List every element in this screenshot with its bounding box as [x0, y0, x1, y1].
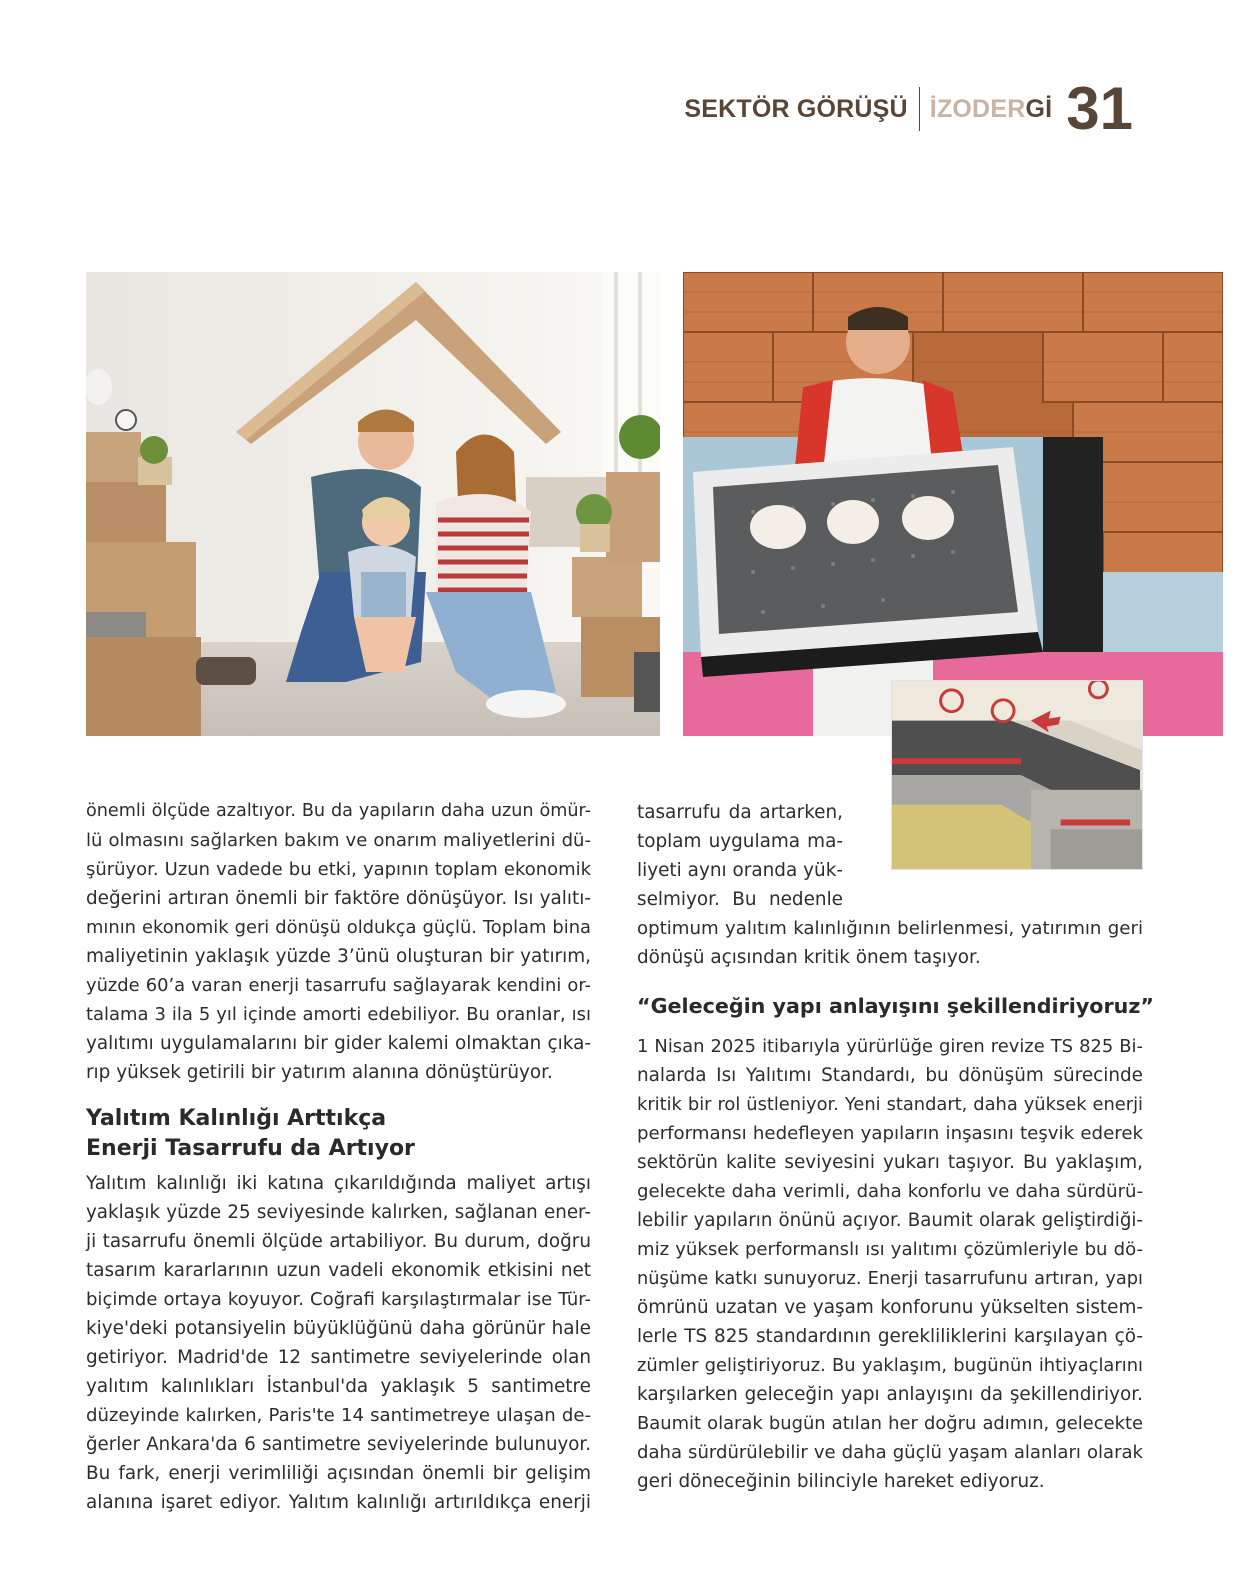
text-line: ğerler Ankara'da 6 santimetre seviyelerinde bulunuyor.	[86, 1434, 591, 1455]
left-column-paragraph-2	[86, 1169, 591, 1517]
heading-line: Enerji Tasarrufu da Artıyor	[86, 1136, 415, 1161]
text-line: lerle TS 825 standardının gerekliliklerini karşılayan çö-	[637, 1326, 1143, 1347]
text-line: tasarrufu da artarken,	[637, 802, 843, 823]
right-column-paragraph-1-narrow	[637, 798, 843, 914]
section-label: SEKTÖR GÖRÜŞÜ	[684, 94, 908, 123]
text-line: geri döneceğinin bilinciyle hareket ediyoruz.	[637, 1471, 1045, 1492]
magazine-name	[930, 95, 1052, 124]
text-line: yalıtımı uygulamalarını bir gider kalemi olmaktan çıka-	[86, 1033, 591, 1054]
text-line: daha sürdürülebilir ve daha güçlü yaşam alanları olarak	[637, 1442, 1143, 1463]
text-line: karşılarken geleceğin yapı anlayışını da şekillendiriyor.	[637, 1384, 1143, 1405]
text-line: talama 3 ila 5 yıl içinde amorti edebiliyor. Bu oranlar, ısı	[86, 1004, 591, 1025]
right-column-paragraph-2	[637, 1032, 1143, 1496]
text-line: selmiyor. Bu nedenle	[637, 889, 843, 910]
text-line: tasarım kararlarının uzun vadeli ekonomik etkisini net	[86, 1260, 591, 1281]
text-line: nalarda Isı Yalıtımı Standardı, bu dönüşüm sürecinde	[637, 1065, 1143, 1086]
page-header	[684, 75, 1133, 142]
text-line: optimum yalıtım kalınlığının belirlenmesi, yatırımın geri	[637, 918, 1143, 939]
text-line: sektörün kalite seviyesini yukarı taşıyor. Bu yaklaşım,	[637, 1152, 1143, 1173]
text-line: kiye'deki potansiyelin büyüklüğünü daha görünür hale	[86, 1318, 591, 1339]
text-line: alanına işaret ediyor. Yalıtım kalınlığı artırıldıkça enerji	[86, 1492, 591, 1513]
text-line: maliyetinin yaklaşık yüzde 3’ünü oluşturan bir yatırım,	[86, 946, 591, 967]
text-line: dönüşü açısından kritik önem taşıyor.	[637, 947, 981, 968]
text-line: Bu fark, enerji verimliliği açısından önemli bir gelişim	[86, 1463, 591, 1484]
text-line: lebilir yapıların önünü açıyor. Baumit olarak geliştirdiği-	[637, 1210, 1143, 1231]
insulation-board-install-photo	[683, 272, 1223, 736]
magazine-name-part1: İZODER	[929, 94, 1026, 123]
text-line: yalıtım kalınlıkları İstanbul'da yaklaşık 5 santimetre	[86, 1376, 591, 1397]
header-divider	[919, 87, 920, 131]
text-line: biçimde ortaya koyuyor. Coğrafi karşılaştırmalar ise Tür-	[86, 1289, 591, 1310]
text-line: şürüyor. Uzun vadede bu etki, yapının toplam ekonomik	[86, 859, 591, 880]
section-heading-future-building	[637, 991, 1157, 1021]
text-line: yaklaşık yüzde 25 seviyesinde kalırken, sağlanan ener-	[86, 1202, 591, 1223]
text-line: önemli ölçüde azaltıyor. Bu da yapıların daha uzun ömür-	[86, 801, 591, 821]
text-line: gelecekte daha verimli, daha konforlu ve daha sürdürü-	[637, 1181, 1143, 1202]
text-line: Baumit olarak bugün atılan her doğru adımın, gelecekte	[637, 1413, 1143, 1434]
text-line: rıp yüksek getirili bir yatırım alanına dönüştürüyor.	[86, 1062, 553, 1083]
left-column-paragraph-1	[86, 797, 591, 1087]
magazine-name-part2: Gİ	[1025, 94, 1053, 123]
text-line: ji tasarrufu önemli ölçüde artabiliyor. Bu durum, doğru	[86, 1231, 591, 1252]
text-line: liyeti aynı oranda yük-	[637, 860, 843, 881]
heading-line: Yalıtım Kalınlığı Arttıkça	[86, 1106, 387, 1131]
heading-line: “Geleceğin yapı anlayışını şekillendiriyoruz”	[637, 994, 1154, 1018]
text-line: zümler geliştiriyoruz. Bu yaklaşım, bugünün ihtiyaçlarını	[637, 1355, 1143, 1376]
text-line: toplam uygulama ma-	[637, 831, 843, 852]
text-line: getiriyor. Madrid'de 12 santimetre seviyelerinde olan	[86, 1347, 591, 1368]
section-heading-insulation-thickness	[86, 1104, 591, 1164]
text-line: yüzde 60’a varan enerji tasarrufu sağlayarak kendini or-	[86, 975, 591, 996]
text-line: miz yüksek performanslı ısı yalıtımı çözümleriyle bu dö-	[637, 1239, 1143, 1260]
text-line: kritik bir rol üstleniyor. Yeni standart, daha yüksek enerji	[637, 1094, 1143, 1115]
text-line: ömrünü uzatan ve yaşam konforunu yükselten sistem-	[637, 1297, 1143, 1318]
text-line: lü olmasını sağlarken bakım ve onarım maliyetlerini dü-	[86, 830, 591, 851]
insulation-system-detail-photo	[891, 680, 1143, 870]
text-line: Yalıtım kalınlığı iki katına çıkarıldığında maliyet artışı	[86, 1173, 591, 1194]
text-line: 1 Nisan 2025 itibarıyla yürürlüğe giren revize TS 825 Bi-	[637, 1036, 1143, 1057]
text-line: nüşüme katkı sunuyoruz. Enerji tasarrufunu artıran, yapı	[637, 1268, 1143, 1289]
text-line: performansı hedefleyen yapıların inşasını teşvik ederek	[637, 1123, 1143, 1144]
right-column-paragraph-1-wide	[637, 914, 1143, 972]
family-house-roof-photo	[86, 272, 660, 736]
text-line: değerini artıran önemli bir faktöre dönüşüyor. Isı yalıtı-	[86, 888, 591, 909]
text-line: düzeyinde kalırken, Paris'te 14 santimetreye ulaşan de-	[86, 1405, 591, 1426]
text-line: mının ekonomik geri dönüşü oldukça güçlü. Toplam bina	[86, 917, 591, 938]
page-number: 31	[1066, 75, 1133, 142]
